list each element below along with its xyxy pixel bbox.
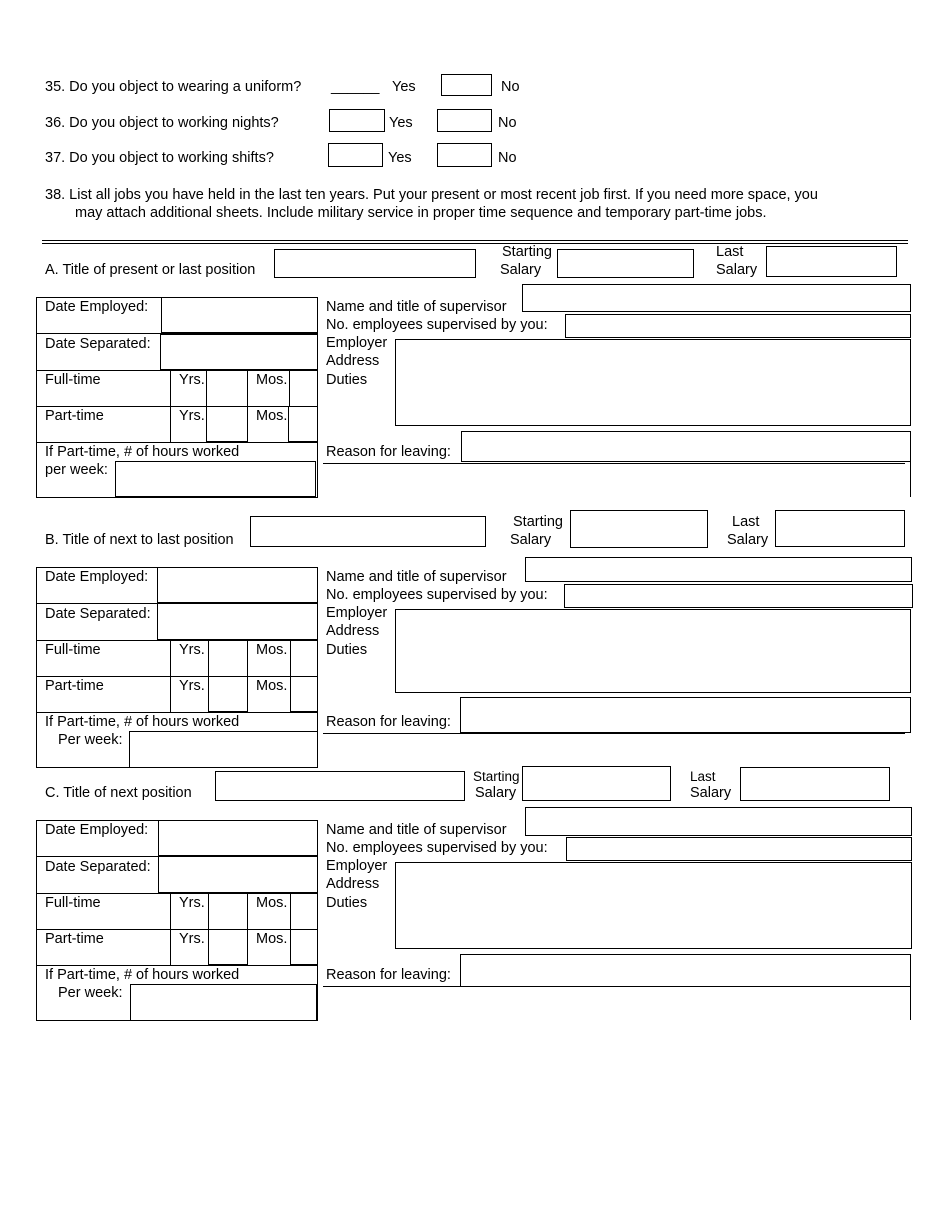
section-c-last-salary-label: Salary	[690, 785, 732, 801]
section-b-per-week-label: Per week:	[58, 732, 123, 748]
section-b-ft-mos-field[interactable]	[290, 640, 318, 677]
section-b-salary-label: Salary	[510, 532, 552, 548]
section-c-pt-yrs-field[interactable]	[208, 929, 248, 965]
q35-no-checkbox[interactable]	[441, 74, 492, 96]
q36-no-label: No	[498, 115, 517, 131]
section-a-full-time-label: Full-time	[45, 372, 101, 388]
section-b-last-label: Last	[732, 514, 760, 530]
q38-line-2: may attach additional sheets. Include military service in proper time sequence and temporary part-time jobs.	[75, 205, 767, 221]
section-a-title-field[interactable]	[274, 249, 476, 278]
section-c-ft-yrs-field[interactable]	[208, 893, 248, 930]
section-a-starting-salary-field[interactable]	[557, 249, 694, 278]
section-a-employer-duties-field[interactable]	[395, 339, 911, 426]
section-c-last-label: Last	[690, 769, 716, 784]
q36-yes-label: Yes	[389, 115, 413, 131]
q35-label: 35. Do you object to wearing a uniform?	[45, 79, 302, 95]
q36-label: 36. Do you object to working nights?	[45, 115, 279, 131]
q35-no-label: No	[501, 79, 520, 95]
section-a-employer-label: Employer	[326, 335, 388, 351]
q37-yes-label: Yes	[388, 150, 412, 166]
section-a-ft-mos-field[interactable]	[289, 370, 318, 407]
section-a-hours-label: If Part-time, # of hours worked	[45, 444, 240, 460]
section-c-num-supervised-field[interactable]	[566, 837, 912, 861]
section-b-date-separated-field[interactable]	[157, 603, 318, 640]
section-c-supervisor-field[interactable]	[525, 807, 912, 836]
section-a-reason-field[interactable]	[461, 431, 911, 462]
divider-rule-bottom	[42, 243, 908, 244]
section-a-pt-yrs-label: Yrs.	[179, 408, 205, 424]
section-a-per-week-label: per week:	[45, 462, 108, 478]
section-a-ft-yrs-label: Yrs.	[179, 372, 205, 388]
section-c-date-employed-field[interactable]	[158, 820, 318, 856]
section-c-date-separated-field[interactable]	[158, 856, 318, 893]
section-a-num-supervised-field[interactable]	[565, 314, 911, 338]
section-c-starting-salary-field[interactable]	[522, 766, 671, 801]
section-a-ft-yrs-field[interactable]	[206, 370, 248, 407]
section-b-part-time-label: Part-time	[45, 678, 104, 694]
section-a-duties-label: Duties	[326, 372, 368, 388]
section-c-title-field[interactable]	[215, 771, 465, 801]
section-c-salary-label: Salary	[475, 785, 517, 801]
q38-line-1: 38. List all jobs you have held in the last ten years. Put your present or most recent job first. If you need more space, you	[45, 187, 818, 203]
section-b-reason-field[interactable]	[460, 697, 911, 733]
section-c-address-label: Address	[326, 876, 380, 892]
section-c-hours-label: If Part-time, # of hours worked	[45, 967, 240, 983]
section-c-num-supervised-label: No. employees supervised by you:	[326, 840, 548, 856]
section-b-pt-yrs-field[interactable]	[208, 676, 248, 712]
section-b-date-employed-field[interactable]	[157, 567, 318, 603]
section-b-supervisor-field[interactable]	[525, 557, 912, 582]
section-a-last-salary-label: Salary	[716, 262, 758, 278]
section-b-full-time-label: Full-time	[45, 642, 101, 658]
section-a-date-employed-label: Date Employed:	[45, 299, 149, 315]
section-c-duties-label: Duties	[326, 895, 368, 911]
section-b-supervisor-label: Name and title of supervisor	[326, 569, 507, 585]
section-a-pt-mos-label: Mos.	[256, 408, 288, 424]
section-b-duties-label: Duties	[326, 642, 368, 658]
section-a-title: A. Title of present or last position	[45, 262, 256, 278]
section-b-last-salary-field[interactable]	[775, 510, 905, 547]
q37-no-label: No	[498, 150, 517, 166]
section-c-ft-yrs-label: Yrs.	[179, 895, 205, 911]
section-a-starting-label: Starting	[502, 244, 552, 260]
q35-yes-label: Yes	[392, 79, 416, 95]
section-c-per-week-label: Per week:	[58, 985, 123, 1001]
section-a-num-supervised-label: No. employees supervised by you:	[326, 317, 548, 333]
section-c-ft-mos-field[interactable]	[290, 893, 318, 930]
section-a-salary-label: Salary	[500, 262, 542, 278]
q37-no-checkbox[interactable]	[437, 143, 492, 167]
section-a-reason-label: Reason for leaving:	[326, 444, 451, 460]
section-b-starting-label: Starting	[513, 514, 563, 530]
section-c-ft-mos-label: Mos.	[256, 895, 288, 911]
section-c-pt-mos-field[interactable]	[290, 929, 318, 965]
section-a-date-separated-label: Date Separated:	[45, 336, 151, 352]
section-a-part-time-label: Part-time	[45, 408, 104, 424]
section-b-date-separated-label: Date Separated:	[45, 606, 151, 622]
section-a-address-label: Address	[326, 353, 380, 369]
section-b-pt-yrs-label: Yrs.	[179, 678, 205, 694]
section-b-starting-salary-field[interactable]	[570, 510, 708, 548]
q37-yes-checkbox[interactable]	[328, 143, 383, 167]
section-c-reason-label: Reason for leaving:	[326, 967, 451, 983]
section-a-date-separated-field[interactable]	[160, 334, 318, 370]
section-b-last-salary-label: Salary	[727, 532, 769, 548]
section-b-title-field[interactable]	[250, 516, 486, 547]
section-b-num-supervised-label: No. employees supervised by you:	[326, 587, 548, 603]
section-c-supervisor-label: Name and title of supervisor	[326, 822, 507, 838]
section-c-part-time-label: Part-time	[45, 931, 104, 947]
section-b-employer-duties-field[interactable]	[395, 609, 911, 693]
section-b-date-employed-label: Date Employed:	[45, 569, 149, 585]
section-c-pt-yrs-label: Yrs.	[179, 931, 205, 947]
section-c-pt-mos-label: Mos.	[256, 931, 288, 947]
section-b-ft-mos-label: Mos.	[256, 642, 288, 658]
section-b-pt-mos-label: Mos.	[256, 678, 288, 694]
section-a-pt-yrs-field[interactable]	[206, 406, 248, 442]
q36-yes-checkbox[interactable]	[329, 109, 385, 132]
section-b-address-label: Address	[326, 623, 380, 639]
section-a-last-salary-field[interactable]	[766, 246, 897, 277]
section-a-supervisor-label: Name and title of supervisor	[326, 299, 507, 315]
q36-no-checkbox[interactable]	[437, 109, 492, 132]
section-b-hours-label: If Part-time, # of hours worked	[45, 714, 240, 730]
section-c-last-salary-field[interactable]	[740, 767, 890, 801]
question-38	[45, 186, 905, 222]
section-a-date-employed-field[interactable]	[161, 297, 318, 333]
section-a-pt-mos-field[interactable]	[288, 406, 318, 442]
section-b-hours-field[interactable]	[129, 731, 318, 768]
section-c-full-time-label: Full-time	[45, 895, 101, 911]
divider-rule-top	[42, 240, 908, 241]
section-b-pt-mos-field[interactable]	[290, 676, 318, 712]
section-c-title: C. Title of next position	[45, 785, 192, 801]
section-a-hours-field[interactable]	[115, 461, 316, 497]
section-c-employer-duties-field[interactable]	[395, 862, 912, 949]
section-c-hours-field[interactable]	[130, 984, 317, 1021]
section-a-supervisor-field[interactable]	[522, 284, 911, 312]
section-b-reason-label: Reason for leaving:	[326, 714, 451, 730]
section-a-ft-mos-label: Mos.	[256, 372, 288, 388]
q35-blank: ______	[331, 79, 380, 95]
section-b-title: B. Title of next to last position	[45, 532, 234, 548]
section-b-ft-yrs-label: Yrs.	[179, 642, 205, 658]
section-c-date-employed-label: Date Employed:	[45, 822, 149, 838]
section-c-employer-label: Employer	[326, 858, 388, 874]
section-c-date-separated-label: Date Separated:	[45, 859, 151, 875]
q37-label: 37. Do you object to working shifts?	[45, 150, 274, 166]
section-b-num-supervised-field[interactable]	[564, 584, 913, 608]
section-a-last-label: Last	[716, 244, 744, 260]
section-c-reason-field[interactable]	[460, 954, 911, 987]
section-b-ft-yrs-field[interactable]	[208, 640, 248, 677]
section-b-employer-label: Employer	[326, 605, 388, 621]
section-c-starting-label: Starting	[473, 769, 520, 784]
